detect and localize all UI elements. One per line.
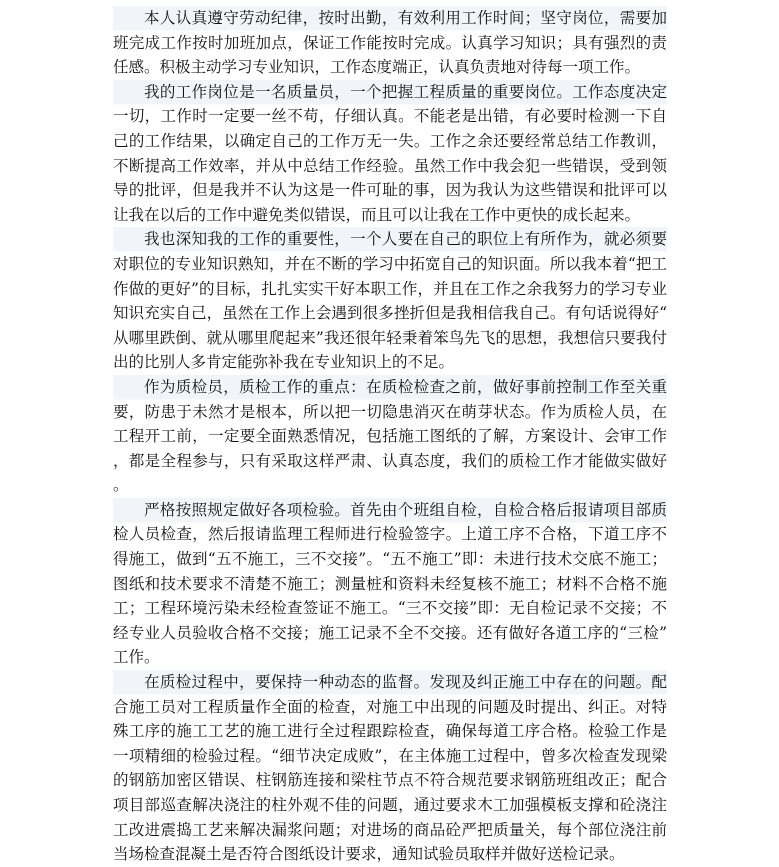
document-body [113,6,667,867]
paragraph: 作为质检员，质检工作的重点：在质检检查之前，做好事前控制工作至关重要，防患于未然才是根本，所以把一切隐患消灭在萌芽状态。作为质检人员，在工程开工前，一定要全面熟悉情况，包括施工图纸的了解，方案设计、会审工作，都是全程参与，只有采取这样严肃、认真态度，我们的质检工作才能做实做好。 [113,375,667,498]
paragraph: 严格按照规定做好各项检验。首先由个班组自检，自检合格后报请项目部质检人员检查，然后报请监理工程师进行检验签字。上道工序不合格，下道工序不得施工，做到“五不施工，三不交接”。“五不施工”即：未进行技术交底不施工；图纸和技术要求不清楚不施工；测量桩和资料未经复核不施工；材料不合格不施工；工程环境污染未经检查签证不施工。“三不交接”即：无自检记录不交接；不经专业人员验收合格不交接；施工记录不全不交接。还有做好各道工序的“三检”工作。 [113,498,667,670]
paragraph: 我也深知我的工作的重要性，一个人要在自己的职位上有所作为，就必须要对职位的专业知识熟知，并在不断的学习中拓宽自己的知识面。所以我本着“把工作做的更好”的目标，扎扎实实干好本职工作，并且在工作之余我努力的学习专业知识充实自己，虽然在工作上会遇到很多挫折但是我相信我自己。有句话说得好“从哪里跌倒、就从哪里爬起来”我还很年轻秉着笨鸟先飞的思想，我想信只要我付出的比别人多肯定能弥补我在专业知识上的不足。 [113,227,667,375]
paragraph: 在质检过程中，要保持一种动态的监督。发现及纠正施工中存在的问题。配合施工员对工程质量作全面的检查，对施工中出现的问题及时提出、纠正。对特殊工序的施工工艺的施工进行全过程跟踪检查，确保每道工序合格。检验工作是一项精细的检验过程。“细节决定成败”，在主体施工过程中，曾多次检查发现梁的钢筋加密区错误、柱钢筋连接和梁柱节点不符合规范要求钢筋班组改正；配合项目部巡查解决浇注的柱外观不佳的问题，通过要求木工加强模板支撑和砼浇注工改进震捣工艺来解决漏浆问题；对进场的商品砼严把质量关，每个部位浇注前当场检查混凝土是否符合图纸设计要求，通知试验员取样并做好送检记录。 [113,670,667,867]
paragraph: 本人认真遵守劳动纪律，按时出勤，有效利用工作时间；坚守岗位，需要加班完成工作按时加班加点，保证工作能按时完成。认真学习知识；具有强烈的责任感。积极主动学习专业知识，工作态度端正，认真负责地对待每一项工作。 [113,6,667,80]
paragraph: 我的工作岗位是一名质量员，一个把握工程质量的重要岗位。工作态度决定一切，工作时一定要一丝不苟，仔细认真。不能老是出错，有必要时检测一下自己的工作结果，以确定自己的工作万无一失。工作之余还要经常总结工作教训，不断提高工作效率，并从中总结工作经验。虽然工作中我会犯一些错误，受到领导的批评，但是我并不认为这是一件可耻的事，因为我认为这些错误和批评可以让我在以后的工作中避免类似错误，而且可以让我在工作中更快的成长起来。 [113,80,667,228]
